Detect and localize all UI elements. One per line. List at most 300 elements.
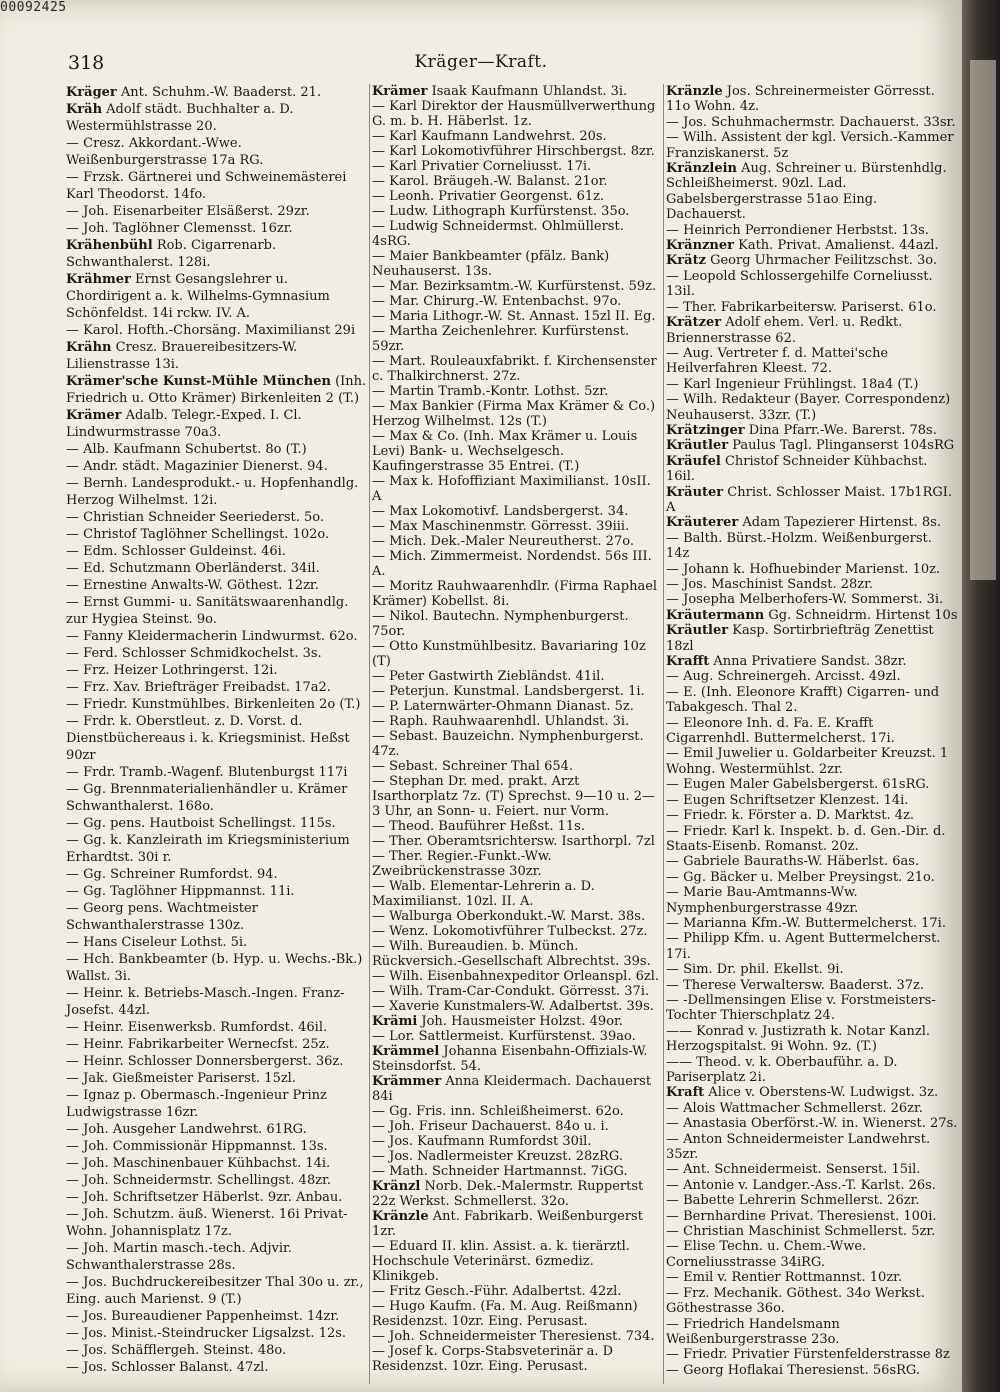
directory-entry xyxy=(66,458,368,475)
entry-details: — Heinr. k. Betriebs-Masch.-Ingen. Franz-Josefst. 44zl. xyxy=(66,986,345,1018)
entry-details: — Peter Gastwirth Ziebländst. 41il. xyxy=(372,669,605,684)
entry-details: — Balth. Bürst.-Holzm. Weißenburgerst. 14z xyxy=(666,530,932,562)
directory-entry xyxy=(372,879,662,909)
entry-details: — Maria Lithogr.-W. St. Annast. 15zl II. Eg. xyxy=(372,309,656,324)
entry-details: — Maier Bankbeamter (pfälz. Bank) Neuhauserst. 13s. xyxy=(372,249,610,279)
entry-details: Jos. Schreinermeister Görresst. 11o Wohn. 4z. xyxy=(666,84,935,115)
directory-entry xyxy=(372,174,662,189)
directory-entry xyxy=(66,764,368,781)
column-rule xyxy=(663,84,664,1384)
entry-details: — Martin Tramb.-Kontr. Lothst. 5zr. xyxy=(372,384,609,399)
entry-details: — Ignaz p. Obermasch.-Ingenieur Prinz Ludwigstrasse 16zr. xyxy=(66,1088,327,1120)
entry-details: — Bernh. Landesprodukt.- u. Hopfenhandlg. Herzog Wilhelmst. 12i. xyxy=(66,476,359,508)
directory-entry xyxy=(372,1104,662,1119)
entry-details: Joh. Hausmeister Holzst. 49or. xyxy=(417,1014,623,1029)
directory-entry xyxy=(372,969,662,984)
directory-column-1 xyxy=(66,84,368,1376)
directory-entry xyxy=(372,519,662,534)
directory-entry xyxy=(666,115,958,130)
directory-entry xyxy=(666,300,958,315)
entry-surname: Kräufel xyxy=(666,453,721,469)
entry-details: — Nikol. Bautechn. Nymphenburgerst. 75or. xyxy=(372,609,629,639)
directory-entry xyxy=(66,1342,368,1359)
entry-details: — Christof Taglöhner Schellingst. 102o. xyxy=(66,527,330,542)
entry-details: — Jos. Kaufmann Rumfordst 30il. xyxy=(372,1134,592,1149)
entry-details: — Aug. Vertreter f. d. Mattei'sche Heilverfahren Kleest. 72. xyxy=(666,345,889,377)
entry-surname: Kränzner xyxy=(666,238,734,254)
entry-details: — Karol. Hofth.-Chorsäng. Maximilianst 29i xyxy=(66,323,356,338)
entry-details: Paulus Tagl. Plinganserst 104sRG xyxy=(728,438,955,454)
entry-details: Ernst Gesangslehrer u. Chordirigent a. k. Wilhelms-Gymnasium Schönfeldst. 14i rckw. IV. A. xyxy=(66,272,330,321)
entry-details: — Emil v. Rentier Rottmannst. 10zr. xyxy=(666,1270,903,1286)
directory-entry xyxy=(372,579,662,609)
directory-entry xyxy=(372,1074,662,1104)
entry-details: — Wenz. Lokomotivführer Tulbeckst. 27z. xyxy=(372,924,648,939)
entry-details: — Karl Lokomotivführer Hirschbergst. 8zr. xyxy=(372,144,655,159)
entry-details: — Jos. Schuhmachermstr. Dachauerst. 33sr. xyxy=(666,114,956,130)
entry-details: — Gg. Taglöhner Hippmannst. 11i. xyxy=(66,884,295,899)
entry-details: Johanna Eisenbahn-Offizials-W. Steinsdorfst. 54. xyxy=(372,1044,648,1074)
entry-surname: Krafft xyxy=(666,654,710,670)
directory-entry xyxy=(372,1119,662,1134)
entry-details: Anna Privatiere Sandst. 38zr. xyxy=(709,654,907,670)
entry-details: — Frz. Heizer Lothringerst. 12i. xyxy=(66,663,278,678)
entry-surname: Krämmel xyxy=(372,1044,440,1059)
entry-details: — Joh. Schneidermstr. Schellingst. 48zr. xyxy=(66,1173,331,1188)
entry-details: Rob. Cigarrenarb. Schwanthalerst. 128i. xyxy=(66,238,277,270)
entry-details: — Mar. Chirurg.-W. Entenbachst. 97o. xyxy=(372,294,622,309)
entry-details: — Joh. Martin masch.-tech. Adjvir. Schwanthalerstrasse 28s. xyxy=(66,1241,292,1273)
directory-entry xyxy=(66,1036,368,1053)
directory-column-2 xyxy=(372,84,662,1374)
directory-entry xyxy=(372,849,662,879)
directory-entry xyxy=(372,129,662,144)
entry-details: — Ernestine Anwalts-W. Göthest. 12zr. xyxy=(66,578,319,593)
entry-details: — Georg Hoflakai Theresienst. 56sRG. xyxy=(666,1362,920,1378)
entry-surname: Krämer'sche Kunst-Mühle München xyxy=(66,374,331,389)
entry-details: — Mich. Dek.-Maler Neureutherst. 27o. xyxy=(372,534,634,549)
directory-entry xyxy=(66,866,368,883)
entry-details: — Jak. Gießmeister Pariserst. 15zl. xyxy=(66,1071,296,1086)
directory-entry xyxy=(666,685,958,716)
entry-surname: Krämer xyxy=(66,408,122,423)
directory-entry xyxy=(66,1121,368,1138)
directory-entry xyxy=(666,392,958,423)
directory-entry xyxy=(666,1363,958,1378)
directory-entry xyxy=(66,441,368,458)
directory-entry xyxy=(66,662,368,679)
entry-details: — Jos. Maschinist Sandst. 28zr. xyxy=(666,577,874,592)
directory-entry xyxy=(66,1155,368,1172)
directory-entry xyxy=(666,931,958,962)
directory-entry xyxy=(66,543,368,560)
directory-entry xyxy=(372,924,662,939)
directory-entry xyxy=(666,485,958,516)
entry-details: — Marianna Kfm.-W. Buttermelcherst. 17i. xyxy=(666,915,946,931)
entry-details: Alice v. Oberstens-W. Ludwigst. 3z. xyxy=(704,1085,939,1101)
directory-entry xyxy=(66,713,368,764)
entry-surname: Kräuter xyxy=(666,484,724,500)
directory-entry xyxy=(66,560,368,577)
entry-details: — Walb. Elementar-Lehrerin a. D. Maximilianst. 10zl. II. A. xyxy=(372,879,595,909)
entry-details: — Christian Schneider Seeriederst. 5o. xyxy=(66,510,325,525)
entry-details: — Peterjun. Kunstmal. Landsbergerst. 1i. xyxy=(372,684,645,699)
entry-details: — Mich. Zimmermeist. Nordendst. 56s III. A. xyxy=(372,549,652,579)
entry-details: — Friedr. Kunstmühlbes. Birkenleiten 2o (T.) xyxy=(66,697,361,712)
entry-details: — Ludwig Schneidermst. Ohlmüllerst. 4sRG. xyxy=(372,219,624,249)
directory-entry xyxy=(666,854,958,869)
entry-details: — Elise Techn. u. Chem.-Wwe. Corneliusstrasse 34iRG. xyxy=(666,1239,867,1270)
directory-entry xyxy=(666,438,958,453)
entry-details: — Fritz Gesch.-Führ. Adalbertst. 42zl. xyxy=(372,1284,622,1299)
directory-entry xyxy=(66,237,368,271)
entry-details: — Andr. städt. Magazinier Dienerst. 94. xyxy=(66,459,328,474)
entry-details: Kath. Privat. Amalienst. 44azl. xyxy=(733,238,939,254)
entry-details: — Mart. Rouleauxfabrikt. f. Kirchensenster c. Thalkirchnerst. 27z. xyxy=(372,354,657,384)
directory-entry xyxy=(372,324,662,354)
entry-surname: Kränzl xyxy=(372,1179,421,1194)
entry-details: Adolf städt. Buchhalter a. D. Westermühlstrasse 20. xyxy=(66,102,294,134)
column-rule xyxy=(369,84,370,1384)
entry-details: — Max Bankier (Firma Max Krämer & Co.) Herzog Wilhelmst. 12s (T.) xyxy=(372,399,656,429)
directory-entry xyxy=(666,824,958,855)
entry-details: — Frdr. Tramb.-Wagenf. Blutenburgst 117i xyxy=(66,765,348,780)
directory-entry xyxy=(666,592,958,607)
entry-surname: Krätzinger xyxy=(666,422,745,438)
directory-entry xyxy=(666,1193,958,1208)
entry-details: — Wilh. Assistent der kgl. Versich.-Kammer Franziskanerst. 5z xyxy=(666,130,954,161)
entry-details: Adam Tapezierer Hirtenst. 8s. xyxy=(738,515,941,531)
directory-entry xyxy=(666,623,958,654)
entry-details: — Alb. Kaufmann Schubertst. 8o (T.) xyxy=(66,442,307,457)
entry-details: Christof Schneider Kühbachst. 16il. xyxy=(666,453,928,485)
directory-entry xyxy=(66,1070,368,1087)
entry-details: — Frz. Xav. Briefträger Freibadst. 17a2. xyxy=(66,680,331,695)
entry-details: — Johann k. Hofhuebinder Marienst. 10z. xyxy=(666,561,941,577)
entry-details: — Joh. Commissionär Hippmannst. 13s. xyxy=(66,1139,328,1154)
directory-entry xyxy=(666,1347,958,1362)
entry-details: — Friedr. k. Förster a. D. Marktst. 4z. xyxy=(666,808,915,824)
directory-entry xyxy=(66,373,368,407)
entry-details: — Karl Privatier Corneliusst. 17i. xyxy=(372,159,592,174)
scan-id: 00092425 xyxy=(0,0,67,15)
directory-entry xyxy=(66,1087,368,1121)
directory-entry xyxy=(666,1178,958,1193)
directory-column-3 xyxy=(666,84,958,1378)
directory-entry xyxy=(372,639,662,669)
entry-details: — Edm. Schlosser Guldeinst. 46i. xyxy=(66,544,286,559)
entry-surname: Kräutler xyxy=(666,623,729,639)
entry-details: — Gg. Schreiner Rumfordst. 94. xyxy=(66,867,278,882)
directory-entry xyxy=(372,819,662,834)
directory-entry xyxy=(66,696,368,713)
entry-details: — Karl Ingenieur Frühlingst. 18a4 (T.) xyxy=(666,376,919,392)
entry-surname: Kräh xyxy=(66,102,103,117)
entry-details: — Josef k. Corps-Stabsveterinär a. D Residenzst. 10zr. Eing. Perusast. xyxy=(372,1344,614,1374)
entry-details: — Leopold Schlossergehilfe Corneliusst. 13il. xyxy=(666,268,933,300)
entry-details: — Bernhardine Privat. Theresienst. 100i. xyxy=(666,1208,937,1224)
directory-entry xyxy=(666,1132,958,1163)
entry-details: — Karol. Bräugeh.-W. Balanst. 21or. xyxy=(372,174,608,189)
entry-details: — Georg pens. Wachtmeister Schwanthalerstrasse 130z. xyxy=(66,901,258,933)
entry-details: — Jos. Minist.-Steindrucker Ligsalzst. 12s. xyxy=(66,1326,347,1341)
directory-entry xyxy=(66,645,368,662)
directory-entry xyxy=(666,1085,958,1100)
directory-entry xyxy=(666,978,958,993)
entry-details: Cresz. Brauereibesitzers-W. Lilienstrasse 13i. xyxy=(66,340,298,372)
directory-entry xyxy=(666,870,958,885)
directory-entry xyxy=(372,1029,662,1044)
entry-details: — Moritz Rauhwaarenhdlr. (Firma Raphael Krämer) Kobellst. 8i. xyxy=(372,579,658,609)
directory-entry xyxy=(666,1239,958,1270)
entry-details: — Christian Maschinist Schmellerst. 5zr. xyxy=(666,1224,936,1240)
entry-details: — Wilh. Tram-Car-Condukt. Görresst. 37i. xyxy=(372,984,650,999)
entry-details: — Ant. Schneidermeist. Senserst. 15il. xyxy=(666,1162,921,1178)
entry-details: — Sebast. Bauzeichn. Nymphenburgerst. 47z. xyxy=(372,729,644,759)
entry-surname: Krämi xyxy=(372,1014,418,1029)
entry-details: (Inh. Friedrich u. Otto Krämer) Birkenleiten 2 (T.) xyxy=(66,374,367,406)
directory-entry xyxy=(666,885,958,916)
directory-entry xyxy=(66,271,368,322)
directory-entry xyxy=(66,526,368,543)
directory-entry xyxy=(372,1299,662,1329)
entry-surname: Kräger xyxy=(66,85,117,100)
entry-details: — Joh. Ausgeher Landwehrst. 61RG. xyxy=(66,1122,307,1137)
directory-entry xyxy=(372,399,662,429)
entry-details: Anna Kleidermach. Dachauerst 84i xyxy=(372,1074,652,1104)
entry-details: — Alois Wattmacher Schmellerst. 26zr. xyxy=(666,1100,923,1116)
entry-details: —— Theod. v. k. Oberbauführ. a. D. Pariserplatz 2i. xyxy=(666,1054,898,1085)
page-number: 318 xyxy=(68,52,105,74)
directory-entry xyxy=(666,161,958,223)
directory-entry xyxy=(66,1325,368,1342)
directory-entry xyxy=(372,1329,662,1344)
directory-entry xyxy=(372,939,662,969)
directory-entry xyxy=(66,220,368,237)
entry-details: Adolf ehem. Verl. u. Redkt. Briennerstrasse 62. xyxy=(666,315,903,346)
directory-entry xyxy=(66,101,368,135)
directory-entry xyxy=(666,793,958,808)
directory-entry xyxy=(372,1164,662,1179)
directory-entry xyxy=(66,1053,368,1070)
entry-details: — Heinr. Fabrikarbeiter Wernecfst. 25z. xyxy=(66,1037,330,1052)
entry-details: — Joh. Taglöhner Clemensst. 16zr. xyxy=(66,221,293,236)
directory-entry xyxy=(372,384,662,399)
entry-surname: Krämmer xyxy=(372,1074,442,1089)
entry-details: — Joh. Friseur Dachauerst. 84o u. i. xyxy=(372,1119,609,1134)
directory-entry xyxy=(372,294,662,309)
directory-entry xyxy=(372,84,662,99)
directory-entry xyxy=(372,999,662,1014)
entry-details: — Heinrich Perrondiener Herbstst. 13s. xyxy=(666,222,929,238)
entry-surname: Kraft xyxy=(666,1085,705,1101)
entry-details: — Joh. Schneidermeister Theresienst. 734. xyxy=(372,1329,655,1344)
entry-details: — Heinr. Eisenwerksb. Rumfordst. 46il. xyxy=(66,1020,328,1035)
entry-details: — Friedr. Privatier Fürstenfelderstrasse 8z xyxy=(666,1347,950,1363)
entry-details: — P. Laternwärter-Ohmann Dianast. 5z. xyxy=(372,699,634,714)
directory-entry xyxy=(372,699,662,714)
directory-entry xyxy=(666,377,958,392)
directory-entry xyxy=(666,608,958,623)
directory-entry xyxy=(372,279,662,294)
entry-details: — Babette Lehrerin Schmellerst. 26zr. xyxy=(666,1193,920,1209)
entry-details: — Xaverie Kunstmalers-W. Adalbertst. 39s. xyxy=(372,999,654,1014)
entry-details: — Gg. pens. Hautboist Schellingst. 115s. xyxy=(66,816,336,831)
entry-surname: Kränzle xyxy=(666,84,723,99)
entry-details: — Lor. Sattlermeist. Kurfürstenst. 39ao. xyxy=(372,1029,636,1044)
entry-details: — Joh. Schriftsetzer Häberlst. 9zr. Anbau. xyxy=(66,1190,343,1205)
entry-details: — Otto Kunstmühlbesitz. Bavariaring 10z (T) xyxy=(372,639,646,669)
directory-entry xyxy=(66,1206,368,1240)
entry-surname: Krähn xyxy=(66,340,112,355)
entry-details: — Stephan Dr. med. prakt. Arzt Isarthorplatz 7z. (T) Sprechst. 9—10 u. 2—3 Uhr, an Sonn- u. Feiert. nur Vorm. xyxy=(372,774,655,819)
directory-entry xyxy=(66,407,368,441)
directory-entry xyxy=(666,1286,958,1317)
entry-details: Ant. Schuhm.-W. Baaderst. 21. xyxy=(116,85,322,100)
directory-entry xyxy=(666,716,958,747)
directory-entry xyxy=(372,909,662,924)
entry-details: — Anastasia Oberförst.-W. in. Wienerst. 27s. xyxy=(666,1116,958,1132)
directory-entry xyxy=(372,429,662,474)
entry-details: — Jos. Buchdruckereibesitzer Thal 30o u. zr., Eing. auch Marienst. 9 (T.) xyxy=(66,1275,364,1307)
directory-entry xyxy=(66,832,368,866)
directory-entry xyxy=(666,223,958,238)
directory-entry xyxy=(372,144,662,159)
directory-entry xyxy=(372,309,662,324)
directory-entry xyxy=(666,1162,958,1177)
entry-details: — -Dellmensingen Elise v. Forstmeisters-Tochter Thierschplatz 24. xyxy=(666,992,936,1024)
directory-entry xyxy=(372,189,662,204)
directory-entry xyxy=(666,269,958,300)
directory-entry xyxy=(372,534,662,549)
directory-entry xyxy=(66,594,368,628)
entry-details: — Marie Bau-Amtmanns-Ww. Nymphenburgerstrasse 49zr. xyxy=(666,885,859,916)
entry-details: — Wilh. Redakteur (Bayer. Correspondenz) Neuhauserst. 33zr. (T.) xyxy=(666,392,951,423)
entry-details: — Heinr. Schlosser Donnersbergerst. 36z. xyxy=(66,1054,344,1069)
entry-surname: Krähmer xyxy=(66,272,131,287)
entry-details: — Max k. Hofoffiziant Maximilianst. 10sII. A xyxy=(372,474,651,504)
entry-surname: Kräutermann xyxy=(666,607,765,623)
entry-details: Isaak Kaufmann Uhlandst. 3i. xyxy=(427,84,628,99)
directory-entry xyxy=(66,985,368,1019)
directory-entry xyxy=(372,1134,662,1149)
entry-details: — Emil Juwelier u. Goldarbeiter Kreuzst. 1 Wohng. Westermühlst. 2zr. xyxy=(666,746,949,777)
entry-details: Aug. Schreiner u. Bürstenhdlg. Schleißheimerst. 90zl. Lad. Gabelsbergerstrasse 51ao Eing. Dachauerst. xyxy=(666,161,947,223)
entry-details: — Hans Ciseleur Lothst. 5i. xyxy=(66,935,248,950)
directory-entry xyxy=(66,679,368,696)
entry-surname: Krämer xyxy=(372,84,428,99)
entry-details: — Max & Co. (Inh. Max Krämer u. Louis Levi) Bank- u. Wechselgesch. Kaufingerstrasse 35 Entrei. (T.) xyxy=(372,429,638,474)
directory-entry xyxy=(66,815,368,832)
entry-details: Dina Pfarr.-We. Barerst. 78s. xyxy=(744,422,937,438)
directory-entry xyxy=(666,669,958,684)
directory-entry xyxy=(372,834,662,849)
directory-entry xyxy=(372,684,662,699)
entry-surname: Kränzlein xyxy=(666,161,738,177)
entry-details: — Frz. Mechanik. Göthest. 34o Werkst. Göthestrasse 36o. xyxy=(666,1285,925,1317)
entry-details: — Sebast. Schreiner Thal 654. xyxy=(372,759,574,774)
entry-details: — Philipp Kfm. u. Agent Buttermelcherst. 17i. xyxy=(666,931,941,962)
directory-entry xyxy=(666,654,958,669)
directory-entry xyxy=(66,628,368,645)
entry-details: — Ther. Oberamtsrichtersw. Isarthorpl. 7zl xyxy=(372,834,655,849)
adjacent-page-strip xyxy=(970,60,996,580)
entry-details: —— Konrad v. Justizrath k. Notar Kanzl. Herzogspitalst. 9i Wohn. 9z. (T.) xyxy=(666,1023,930,1055)
directory-entry xyxy=(66,951,368,985)
directory-entry xyxy=(666,130,958,161)
entry-details: — Jos. Nadlermeister Kreuzst. 28zRG. xyxy=(372,1149,623,1164)
directory-entry xyxy=(372,159,662,174)
directory-entry xyxy=(666,346,958,377)
entry-details: — Karl Kaufmann Landwehrst. 20s. xyxy=(372,129,607,144)
entry-details: — Eugen Maler Gabelsbergerst. 61sRG. xyxy=(666,777,930,793)
directory-entry xyxy=(666,531,958,562)
directory-entry xyxy=(666,746,958,777)
entry-details: Adalb. Telegr.-Exped. I. Cl. Lindwurmstrasse 70a3. xyxy=(66,408,302,440)
entry-details: — Ludw. Lithograph Kurfürstenst. 35o. xyxy=(372,204,630,219)
entry-details: — Joh. Eisenarbeiter Elsäßerst. 29zr. xyxy=(66,204,310,219)
directory-entry xyxy=(666,84,958,115)
directory-entry xyxy=(372,714,662,729)
entry-details: — Gg. Brennmaterialienhändler u. Krämer Schwanthalerst. 168o. xyxy=(66,782,348,814)
entry-details: — Joh. Maschinenbauer Kühbachst. 14i. xyxy=(66,1156,331,1171)
entry-surname: Kräutler xyxy=(666,438,729,454)
directory-entry xyxy=(372,729,662,759)
directory-entry xyxy=(666,423,958,438)
directory-entry xyxy=(666,315,958,346)
directory-entry xyxy=(372,1044,662,1074)
entry-details: — Ther. Regier.-Funkt.-Ww. Zweibrückenstrasse 30zr. xyxy=(372,849,552,879)
directory-entry xyxy=(666,777,958,792)
directory-entry xyxy=(66,883,368,900)
directory-entry xyxy=(66,1240,368,1274)
directory-entry xyxy=(372,549,662,579)
entry-details: Gg. Schneidrm. Hirtenst 10s xyxy=(764,607,958,623)
directory-entry xyxy=(66,1172,368,1189)
directory-entry xyxy=(66,1308,368,1325)
entry-details: — Mar. Bezirksamtm.-W. Kurfürstenst. 59z. xyxy=(372,279,657,294)
entry-details: Ant. Fabrikarb. Weißenburgerst 1zr. xyxy=(372,1209,643,1239)
directory-entry xyxy=(66,84,368,101)
directory-entry xyxy=(666,993,958,1024)
entry-details: — Gg. k. Kanzleirath im Kriegsministerium Erhardtst. 30i r. xyxy=(66,833,350,865)
directory-entry xyxy=(66,475,368,509)
entry-details: — Jos. Schlosser Balanst. 47zl. xyxy=(66,1360,269,1375)
entry-details: — Max Lokomotivf. Landsbergerst. 34. xyxy=(372,504,629,519)
entry-details: — Fanny Kleidermacherin Lindwurmst. 62o. xyxy=(66,629,358,644)
directory-entry xyxy=(66,509,368,526)
directory-entry xyxy=(66,900,368,934)
directory-entry xyxy=(66,1189,368,1206)
entry-details: — Wilh. Eisenbahnexpeditor Orleanspl. 6zl. xyxy=(372,969,660,984)
directory-entry xyxy=(372,609,662,639)
entry-surname: Krähenbühl xyxy=(66,238,153,253)
directory-entry xyxy=(666,515,958,530)
entry-details: — Frzsk. Gärtnerei und Schweinemästerei Karl Theodorst. 14fo. xyxy=(66,170,347,202)
directory-entry xyxy=(372,669,662,684)
directory-entry xyxy=(372,474,662,504)
entry-details: — Jos. Bureaudiener Pappenheimst. 14zr. xyxy=(66,1309,340,1324)
entry-details: — Eugen Schriftsetzer Klenzest. 14i. xyxy=(666,792,909,808)
directory-entry xyxy=(666,1209,958,1224)
directory-entry xyxy=(66,1274,368,1308)
directory-entry xyxy=(372,99,662,129)
directory-entry xyxy=(66,1359,368,1376)
entry-details: — Raph. Rauhwaarenhdl. Uhlandst. 3i. xyxy=(372,714,630,729)
directory-entry xyxy=(666,1317,958,1348)
entry-details: — Jos. Schäfflergeh. Steinst. 48o. xyxy=(66,1343,287,1358)
directory-entry xyxy=(666,808,958,823)
